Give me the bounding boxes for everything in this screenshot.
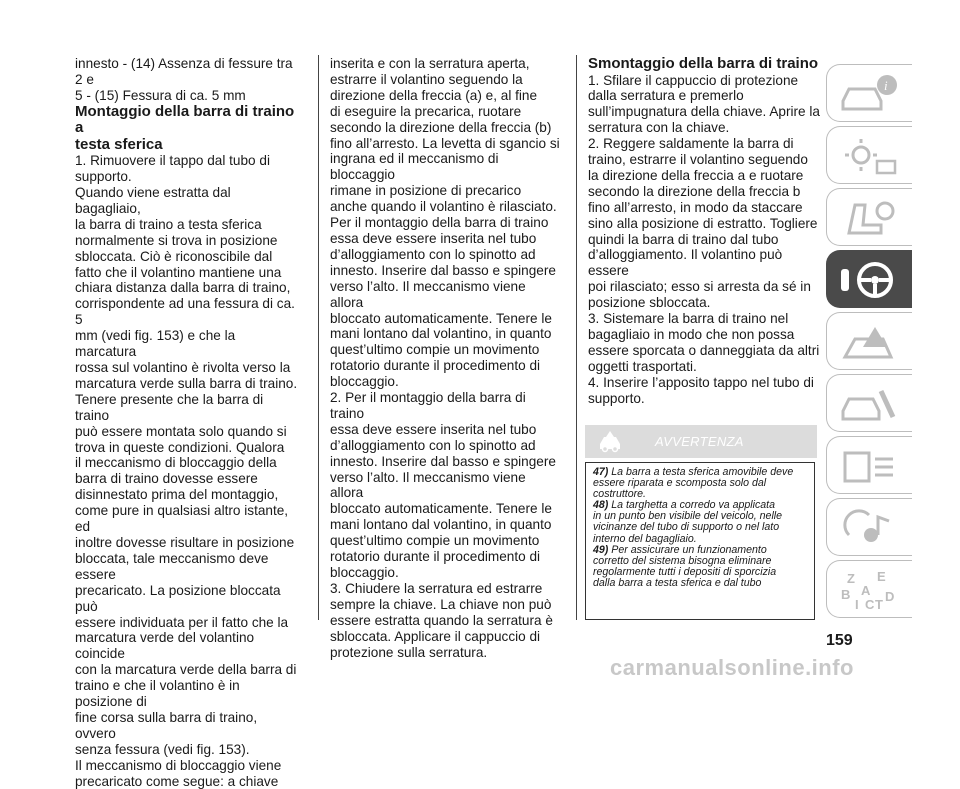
column-1 [75, 56, 300, 789]
intro-text: innesto - (14) Assenza di fessure tra 2 e 5 - (15) Fessura di ca. 5 mm [75, 56, 293, 103]
tab-technical-data[interactable] [826, 436, 912, 494]
tab-dashboard[interactable] [826, 126, 912, 184]
car-warning-icon [595, 430, 625, 459]
multimedia-icon [835, 505, 905, 551]
svg-text:T: T [875, 597, 883, 612]
svg-text:i: i [884, 78, 888, 93]
seat-safety-icon [835, 195, 905, 241]
tab-maintenance[interactable] [826, 374, 912, 432]
body-text-col1: 1. Rimuovere il tappo dal tubo di supporto. Quando viene estratta dal bagagliaio, la barra di traino a testa sferica normalmente si trova in posizione sbloccata. Ciò è riconoscibile dal fatto che il volantino mantiene una chiara distanza dalla barra di traino, corrispondente ad una fessura di ca. 5 mm (vedi fig. 153) e che la marcatura rossa sul volantino è rivolta verso la marcatura verde sulla barra di traino. Tenere presente che la barra di traino può essere montata solo quando si trova in queste condizioni. Qualora il meccanismo di bloccaggio della barra di traino dovesse essere disinnestato prima del montaggio, come pure in qualsiasi altro istante, ed inoltre dovesse risultare in posizione bloccata, tale meccanismo deve essere precaricato. La posizione bloccata può essere individuata per il fatto che la marcatura verde del volantino coincide con la marcatura verde della barra di traino e che il volantino è in posizione di fine corsa sulla barra di traino, ovvero senza fessura (vedi fig. 153). Il meccanismo di bloccaggio viene precaricato come segue: a chiave [75, 153, 298, 789]
column-2 [330, 56, 562, 660]
tab-starting-driving[interactable] [826, 250, 912, 308]
tab-car-info[interactable] [826, 64, 912, 122]
tab-index[interactable] [826, 560, 912, 618]
dashboard-lights-icon [835, 133, 905, 179]
warning-item-47: 47) La barra a testa sferica amovibile deve essere riparata e scomposta solo dal costruttore. [593, 466, 794, 501]
index-icon [835, 567, 905, 613]
warning-box [585, 462, 815, 620]
svg-text:A: A [861, 583, 871, 598]
section-heading-dismount: Smontaggio della barra di traino [588, 55, 819, 72]
warning-item-48: 48) La targhetta a corredo va applicata in un punto ben visibile del veicolo, nelle vicinanze del tubo di supporto o nel lato interno del bagagliaio. [593, 499, 783, 545]
svg-text:Z: Z [847, 571, 855, 586]
svg-text:C: C [865, 597, 875, 612]
watermark: carmanualsonline.info [610, 655, 854, 680]
warning-title: AVVERTENZA [655, 434, 744, 449]
body-text-col2: inserita e con la serratura aperta, estrarre il volantino seguendo la direzione della freccia (a) e, al fine di eseguire la precarica, ruotare secondo la direzione della freccia (b) fino all’arresto. La levetta di sgancio si ingrana ed il meccanismo di bloccaggio rimane in posizione di precarico anche quando il volantino è rilasciato. Per il montaggio della barra di traino essa deve essere inserita nel tubo d’alloggiamento con lo spinotto ad innesto. Inserire dal basso e spingere verso l’alto. Il meccanismo viene allora bloccato automaticamente. Tenere le mani lontano dal volantino, in quanto quest’ultimo compie un movimento rotatorio durante il procedimento di bloccaggio. 2. Per il montaggio della barra di traino essa deve essere inserita nel tubo d’alloggiamento con lo spinotto ad innesto. Inserire dal basso e spingere verso l’alto. Il meccanismo viene allora bloccato automaticamente. Tenere le mani lontano dal volantino, in quanto quest’ultimo compie un movimento rotatorio durante il procedimento di bloccaggio. 3. Chiudere la serratura ed estrarre sempre la chiave. La chiave non può essere estratta quando la serratura è sbloccata. Applicare il cappuccio di protezione sulla serratura. [330, 56, 560, 660]
column-3 [588, 56, 820, 407]
warning-item-49: 49) Per assicurare un funzionamento corretto del sistema bisogna eliminare regolarmente tutti i depositi di sporcizia dalla barra a testa sferica e dal tubo [593, 543, 777, 589]
page-number: 159 [826, 632, 853, 649]
tab-safety[interactable] [826, 188, 912, 246]
technical-data-icon [835, 443, 905, 489]
key-steering-wheel-icon [835, 257, 905, 303]
warning-header [585, 425, 817, 458]
warning-triangle-icon [835, 319, 905, 365]
tab-emergency[interactable] [826, 312, 912, 370]
svg-text:B: B [841, 587, 851, 602]
section-heading-mount: Montaggio della barra di traino a testa sferica [75, 102, 295, 153]
body-text-col3: 1. Sfilare il cappuccio di protezione dalla serratura e premerlo sull’impugnatura della chiave. Aprire la serratura con la chiave. 2. Reggere saldamente la barra di traino, estrarre il volantino seguendo la direzione della freccia a e ruotare secondo la direzione della freccia b fino all’arresto, in modo da staccare sino alla posizione di estratto. Togliere quindi la barra di traino dal tubo d’alloggiamento. Il volantino può essere poi rilasciato; esso si arresta da sé in posizione sbloccata. 3. Sistemare la barra di traino nel bagagliaio in modo che non possa essere sporcata o danneggiata da altri oggetti trasportati. 4. Inserire l’apposito tappo nel tubo di supporto. [588, 72, 820, 406]
tab-multimedia[interactable] [826, 498, 912, 556]
car-info-icon [835, 71, 905, 117]
maintenance-icon [835, 381, 905, 427]
svg-text:E: E [877, 569, 886, 584]
column-divider-1 [318, 55, 319, 620]
column-divider-2 [576, 55, 577, 620]
svg-text:D: D [885, 589, 895, 604]
svg-text:I: I [855, 597, 859, 612]
